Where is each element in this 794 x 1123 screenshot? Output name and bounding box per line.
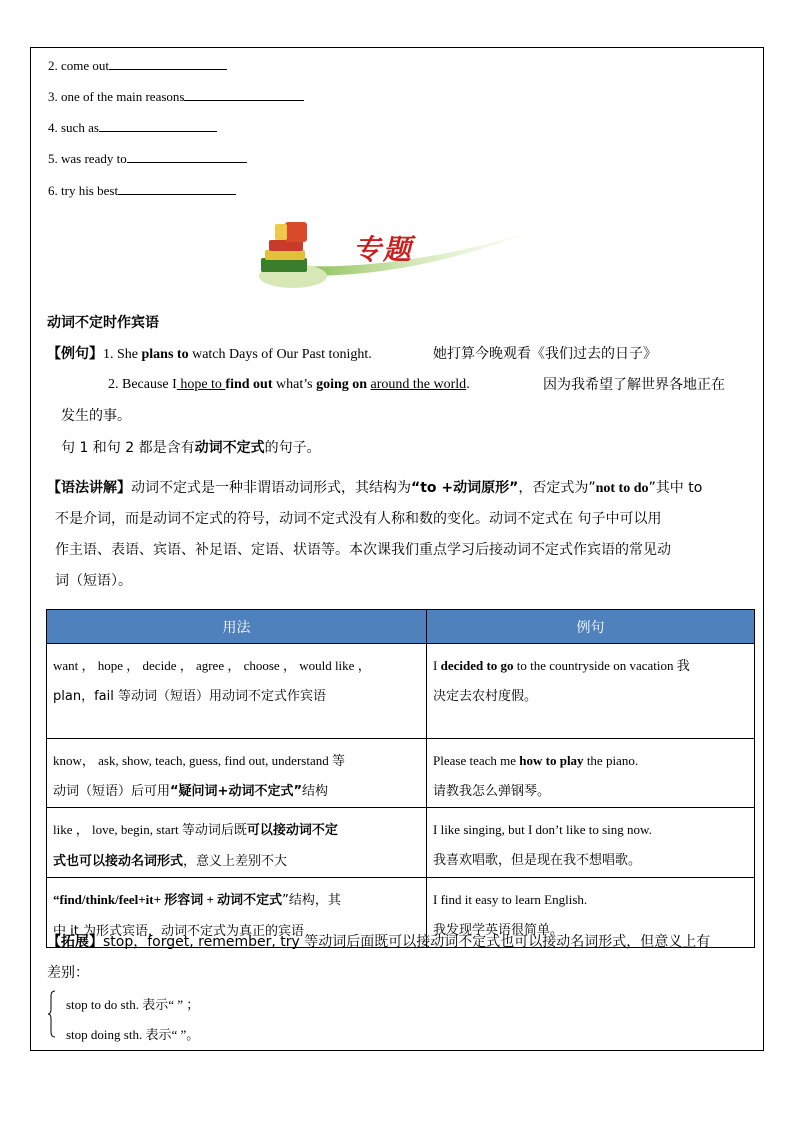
usage-text: 结构 [302, 784, 329, 799]
example-cell [427, 644, 755, 739]
note-keyword: 动词不定式 [194, 440, 265, 456]
usage-cell [47, 644, 427, 739]
example-cn: 我喜欢唱歌，但是现在我不想唱歌。 [433, 853, 642, 868]
grammar-text: ”其中 to [648, 480, 703, 496]
table-row [47, 808, 755, 878]
usage-text: ，意义上差别不大 [183, 854, 288, 869]
example-text: to the countryside on vacation 我 [513, 658, 690, 673]
topic-banner [255, 214, 535, 294]
grammar-table [46, 609, 755, 948]
usage-text: know， ask, show, teach, guess, find out, understand 等 [53, 753, 345, 768]
exercise-item: 6. try his best [48, 181, 236, 200]
table-row [47, 739, 755, 808]
example-number: 1. She [103, 347, 142, 362]
exercise-item: 5. was ready to [48, 149, 247, 168]
exercise-item: 4. such as [48, 118, 217, 137]
example-en: I find it easy to learn English. [433, 892, 588, 907]
usage-cell [47, 739, 427, 808]
example-underlined: around the world [370, 377, 467, 392]
grammar-label: 【语法讲解】 [47, 480, 131, 496]
extension-line: 差别： [47, 965, 89, 981]
left-brace-icon [48, 990, 56, 1038]
example-en [433, 745, 748, 776]
usage-text: 动词（短语）后可用 [53, 784, 171, 799]
extension-option-1: stop to do sth. 表示“ ” ； [66, 997, 200, 1012]
grammar-keyword: “to +动词原形” [411, 480, 519, 496]
example-cell [427, 739, 755, 808]
grammar-line: 词（短语）。 [55, 573, 132, 589]
grammar-line [47, 473, 759, 504]
example-sentence-1 [47, 345, 372, 364]
grammar-text: ，否定式为” [518, 480, 596, 496]
table-header-row [47, 610, 755, 644]
banner-title: 专题 [353, 233, 414, 266]
usage-text [53, 846, 420, 877]
example-text: Please teach me [433, 753, 520, 768]
example-cn: 我发现学英语很简单。 [433, 923, 564, 938]
usage-keyword: “find/think/feel+it+ 形容词 + 动词不定式 [53, 892, 283, 907]
example-keyword: find out [225, 377, 273, 392]
example-keyword: how to play [519, 753, 584, 768]
usage-text [53, 814, 420, 846]
example-translation-2: 因为我希望了解世界各地正在 [543, 377, 725, 393]
example-en: I like singing, but I don’t like to sing now. [433, 822, 652, 837]
extension-text: stop，forget, remember, try 等动词后面既可以接动词不定式也可以接动名词形式，但意义上有 [103, 934, 711, 950]
extension-section [47, 927, 759, 989]
exercise-item: 3. one of the main reasons [48, 87, 304, 106]
usage-cell [47, 808, 427, 878]
answer-blank[interactable] [99, 118, 217, 132]
usage-text: like ， love, begin, start 等动词后既 [53, 822, 247, 837]
example-number: 2. Because I [108, 377, 177, 392]
example-cn: 请教我怎么弹钢琴。 [433, 784, 551, 799]
table-row [47, 644, 755, 739]
grammar-line: 作主语、表语、宾语、补足语、定语、状语等。本次课我们重点学习后接动词不定式作宾语的常见动 [55, 542, 671, 558]
grammar-explanation [47, 473, 759, 597]
example-text: the piano. [583, 753, 639, 768]
grammar-text: 动词不定式是一种非谓语动词形式，其结构为 [131, 480, 411, 496]
usage-text [53, 884, 420, 916]
extension-line [47, 927, 759, 958]
grammar-keyword: not to do [595, 481, 649, 496]
example-label: 【例句】 [47, 346, 103, 362]
note-text: 的句子。 [264, 440, 321, 456]
example-keyword: decided to go [440, 658, 514, 673]
header-example: 例句 [427, 610, 755, 644]
usage-text [53, 776, 420, 807]
example-translation-1: 她打算今晚观看《我们过去的日子》 [433, 346, 657, 362]
exercise-item: 2. come out [48, 56, 227, 75]
example-keyword: plans to [141, 347, 189, 362]
answer-blank[interactable] [118, 181, 236, 195]
example-keyword: going on [316, 377, 368, 392]
example-note [61, 439, 321, 457]
answer-blank[interactable] [127, 149, 247, 163]
example-sentence-2 [108, 376, 470, 394]
example-text: watch Days of Our Past tonight. [188, 347, 372, 362]
grammar-line: 不是介词，而是动词不定式的符号，动词不定式没有人称和数的变化。动词不定式在 句子中可以用 [55, 511, 662, 527]
example-text: I [433, 658, 441, 673]
usage-keyword: 可以接动词不定 [246, 823, 338, 838]
example-text: what’s [272, 377, 317, 392]
usage-text: want ， hope ， decide ， agree ， choose ， would like ， [53, 658, 371, 673]
example-cn: 决定去农村度假。 [433, 689, 538, 704]
header-usage: 用法 [47, 610, 427, 644]
usage-text: ”结构，其 [282, 893, 341, 908]
example-en [433, 650, 748, 681]
usage-text: 中 it 为形式宾语，动词不定式为真正的宾语 [53, 924, 304, 939]
answer-blank[interactable] [184, 87, 304, 101]
usage-keyword: 式也可以接动名词形式 [53, 854, 184, 869]
extension-option-2: stop doing sth. 表示“ ”。 [66, 1027, 200, 1042]
answer-blank[interactable] [109, 56, 227, 70]
example-underlined: hope to [176, 377, 226, 392]
usage-text: plan，fail 等动词（短语）用动词不定式作宾语 [53, 689, 326, 704]
section-title: 动词不定时作宾语 [47, 315, 159, 331]
note-text: 句 1 和句 2 都是含有 [61, 440, 195, 456]
usage-keyword: “疑问词+动词不定式” [170, 784, 302, 799]
example-text: . [466, 377, 470, 392]
extension-label: 【拓展】 [47, 934, 103, 950]
example-cell [427, 808, 755, 878]
example-translation-2-cont: 发生的事。 [61, 408, 131, 424]
